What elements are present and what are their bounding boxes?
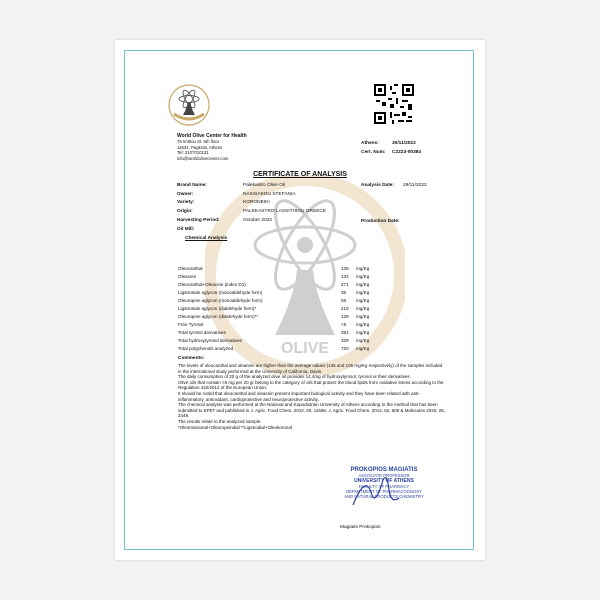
phone: Tel: 2107010131 [177,150,209,156]
organization-block [177,134,247,161]
signatory-name: Magiatis Prokopios [340,525,381,530]
result-value: 35 [341,290,347,295]
detail-label: Harvesting Period: [177,218,220,223]
stamp-line: ASSOCIATE PROFESSOR [358,473,410,478]
analysis-date: 29/11/2022 [403,183,427,188]
section-title: Chemical Analysis [185,236,228,241]
certificate-date: 30/11/2022 [392,141,416,146]
result-value: 218 [341,306,349,311]
stamp-line: UNIVERSITY OF ATHENS [354,478,414,484]
result-unit: mg/Kg [356,306,370,311]
result-name: Free Tyrosol [178,322,204,327]
address-line: 76 Imittou St. 5th floor [177,139,220,145]
result-value: 58 [341,298,347,303]
comment-paragraph: Olive oils that contain >5 mg per 20 gr belong to the category of oils that protect the blood lipids from oxidative stress according to the Regulation 432/2012 of the European Union. [178,379,444,391]
result-name: Oleocanthal+Oleacein (index D1) [178,282,246,287]
svg-text:OLIVE: OLIVE [280,340,330,357]
stamp-line: AND NATURAL PRODUCTS CHEMISTRY [344,494,424,499]
comments-block [178,363,446,430]
email: info@worldolivecenter.com [177,155,229,161]
result-name: Oleuropein aglycon (monoaldehyde form) [178,298,263,303]
comment-paragraph: The results relate to the analyzed sample. [178,418,262,424]
result-value: 329 [341,338,349,343]
result-unit: mg/Kg [356,322,370,327]
comment-paragraph: The levels of oleocanthal and oleacein are higher than the average values (135 and 105 mg/Kg respectively) of the samples included in the international study performed at the University of California, Davis. [178,363,443,374]
result-unit: mg/Kg [356,290,370,295]
detail-label: Oil Mill: [177,227,195,232]
comment-paragraph: *Oleomissional+Oleuropeindial **Ligstrodial+Oleokoronal [178,424,292,430]
result-name: Ligstroside aglycon (monoaldehyde form) [178,290,263,295]
signature-icon [345,470,405,515]
stamp-line: PROKOPIOS MAGIATIS [350,467,418,473]
world-olive-center-logo [168,84,210,126]
stamp-line: DEPARTMENT OF PHARMACOGNOSY [346,489,422,494]
result-value: 391 [341,330,349,335]
detail-label: Variety: [177,200,195,205]
comment-paragraph: The chemical analysis was performed at the National and Kapodistrian University of Athens according to the method that has been submitted to EFET and published in J. Agric. Food Chem. 2012, 60, 11696, J. Agric. Food Chem. 2014, 62, 600 & Molecules 2020, 25, 2449. [178,402,445,419]
result-unit: mg/Kg [356,338,370,343]
result-name: Total tyrosol derivatives [178,330,226,335]
comments-label: Comments: [178,356,205,361]
production-date-label: Production Date: [361,219,400,224]
result-value: 139 [341,314,349,319]
detail-label: Brand Name: [177,183,207,188]
address-line: 11634, Pagkrati, Athens [177,144,223,150]
result-unit: mg/Kg [356,282,370,287]
result-unit: mg/Kg [356,266,370,271]
comment-paragraph: It should be noted that oleocanthal and oleacein present important biological activity and they have been related with anti-inflammatory, antioxidant, cardioprotective and neuroprotective activity. [178,390,420,402]
result-unit: mg/Kg [356,274,370,279]
organization-name: World Olive Center for Health [177,133,247,139]
detail-value: October 2022 [243,218,273,223]
result-value: 720 [341,346,349,351]
detail-value: PALEKASTRO LASSITHIOU GREECE [243,209,327,214]
comment-paragraph: The daily consumption of 20 g of the analyzed olive oil provides 14,4mg of hydroxytyrosol, tyrosol or their derivatives. [178,374,411,380]
detail-value: Palekastro Olive Oil [243,183,286,188]
result-name: Total polyphenols analyzed [178,346,234,351]
analysis-date-label: Analysis Date: [361,183,395,188]
result-name: Oleocanthal [178,266,203,271]
olive-tree-watermark [205,175,405,375]
qr-code-icon [374,84,414,124]
detail-value: KORONEIKI [243,200,270,205]
detail-label: Owner: [177,192,194,197]
result-name: Oleuropein aglycon (dialdehyde form)** [178,314,259,319]
result-unit: mg/Kg [356,330,370,335]
city-label: Athens: [361,141,379,146]
result-unit: mg/Kg [356,346,370,351]
result-name: Total hydroxytyrosol derivatives [178,338,242,343]
result-unit: mg/Kg [356,298,370,303]
result-name: Ligstroside aglycon (dialdehyde form)* [178,306,257,311]
cert-num-label: Cert. Num: [361,150,386,155]
detail-value: NASSIAKOU STEFANIA [243,192,296,197]
cert-num: C2223-00384 [392,150,422,155]
stamp-line: FACULTY OF PHARMACY [358,484,410,489]
result-value: <5 [341,322,347,327]
document-title: CERTIFICATE OF ANALYSIS [253,171,347,178]
detail-label: Origin: [177,209,193,214]
result-value: 271 [341,282,349,287]
result-unit: mg/Kg [356,314,370,319]
result-name: Oleacein [178,274,197,279]
result-value: 132 [341,274,349,279]
result-value: 138 [341,266,349,271]
